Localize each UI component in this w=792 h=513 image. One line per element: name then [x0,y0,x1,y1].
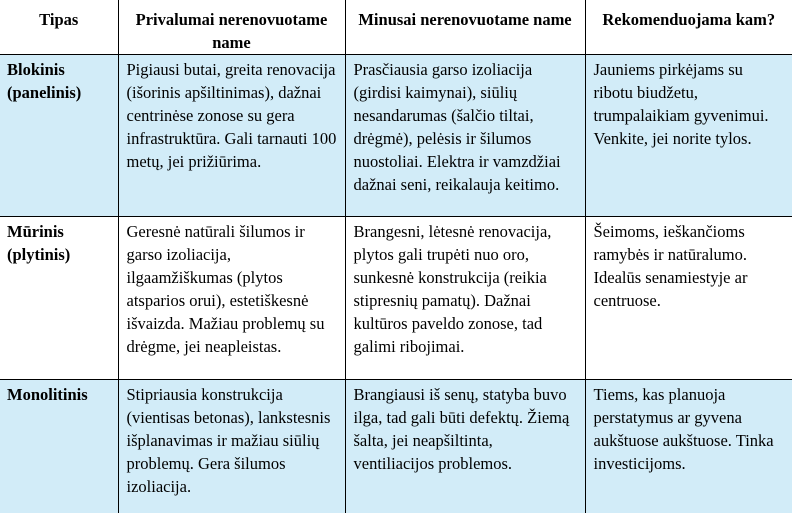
table-row [0,217,792,380]
row-type-cell: Blokinis (panelinis) [0,55,118,217]
row-type-cell: Mūrinis (plytinis) [0,217,118,380]
table-row [0,55,792,217]
row-recommend-cell: Šeimoms, ieškančioms ramybės ir natūralumo. Idealūs senamiestyje ar centruose. [593,222,748,310]
row-recommend-cell: Jauniems pirkėjams su ribotu biudžetu, trumpalaikiam gyvenimui. Venkite, jei norite tylos. [585,55,792,217]
header-type: Tipas [0,0,118,55]
row-cons-cell: Brangiausi iš senų, statyba buvo ilga, tad gali būti defektų. Žiemą šalta, jei neapšiltinta, ventiliacijos problemos. [345,380,585,513]
row-pros-cell: Geresnė natūrali šilumos ir garso izoliacija, ilgaamžiškumas (plytos atsparios orui), estetiškesnė išvaizda. Mažiau problemų su drėgme, jei neapleistas. [118,217,345,380]
row-cons-cell: Brangesni, lėtesnė renovacija, plytos gali trupėti nuo oro, sunkesnė konstrukcija (reikia stipresnių pamatų). Dažnai kultūros paveldo zonose, tad galimi ribojimai. [345,217,585,380]
header-cons: Minusai nerenovuotame name [345,0,585,55]
header-pros: Privalumai nerenovuotame name [118,0,345,55]
row-recommend-cell: Tiems, kas planuoja perstatymus ar gyvena aukštuose aukštuose. Tinka investicijoms. [585,380,792,513]
table-row [0,380,792,513]
row-cons-cell: Prasčiausia garso izoliacija (girdisi kaimynai), siūlių nesandarumas (šalčio tiltai, drėgmė), pelėsis ir šilumos nuostoliai. Elektra ir vamzdžiai dažnai seni, reikalauja keitimo. [345,55,585,217]
table-header-row [0,0,792,55]
row-pros-cell: Pigiausi butai, greita renovacija (išorinis apšiltinimas), dažnai centrinėse zonose su gera infrastruktūra. Gali tarnauti 100 metų, jei prižiūrima. [118,55,345,217]
header-recommend: Rekomenduojama kam? [585,0,792,55]
row-type-cell: Monolitinis [0,380,118,513]
row-pros-cell: Stipriausia konstrukcija (vientisas betonas), lankstesnis išplanavimas ir mažiau siūlių problemų. Gera šilumos izoliacija. [118,380,345,513]
